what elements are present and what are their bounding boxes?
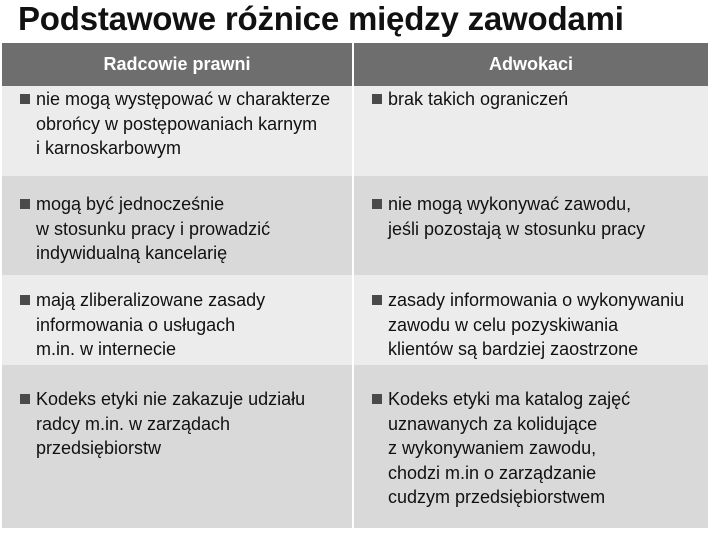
page-title: Podstawowe różnice między zawodami (18, 0, 624, 37)
square-bullet-icon (20, 199, 30, 209)
table-row (2, 176, 708, 275)
cell-text: Kodeks etyki ma katalog zajęć uznawanych za kolidujące z wykonywaniem zawodu, chodzi m.in o zarządzanie cudzym przedsiębiorstwem (388, 389, 631, 507)
header-radcowie-prawni: Radcowie prawni (2, 43, 352, 86)
square-bullet-icon (372, 295, 382, 305)
cell-text: Kodeks etyki nie zakazuje udziału radcy m.in. w zarządach przedsiębiorstw (36, 389, 306, 458)
header-adwokaci: Adwokaci (354, 43, 708, 86)
table-cell-right (354, 365, 708, 528)
table-cell-right (354, 275, 708, 365)
table-header-row (2, 43, 708, 86)
square-bullet-icon (20, 295, 30, 305)
table-cell-left (2, 86, 352, 176)
cell-text: nie mogą wykonywać zawodu, jeśli pozostają w stosunku pracy (388, 194, 646, 239)
square-bullet-icon (372, 199, 382, 209)
table-cell-left (2, 365, 352, 528)
table-cell-right (354, 176, 708, 275)
square-bullet-icon (20, 94, 30, 104)
table-cell-right (354, 86, 708, 176)
square-bullet-icon (372, 394, 382, 404)
cell-text: nie mogą występować w charakterze obrońcy w postępowaniach karnym i karnoskarbowym (36, 89, 331, 158)
cell-text: mogą być jednocześnie w stosunku pracy i prowadzić indywidualną kancelarię (36, 194, 271, 263)
table-cell-left (2, 275, 352, 365)
table-row (2, 275, 708, 365)
table-row (2, 86, 708, 176)
square-bullet-icon (20, 394, 30, 404)
table-cell-left (2, 176, 352, 275)
table-row (2, 365, 708, 528)
comparison-table (2, 43, 708, 528)
cell-text: brak takich ograniczeń (388, 89, 569, 109)
cell-text: mają zliberalizowane zasady informowania o usługach m.in. w internecie (36, 290, 266, 359)
square-bullet-icon (372, 94, 382, 104)
cell-text: zasady informowania o wykonywaniu zawodu w celu pozyskiwania klientów są bardziej zaostrzone (388, 290, 685, 359)
